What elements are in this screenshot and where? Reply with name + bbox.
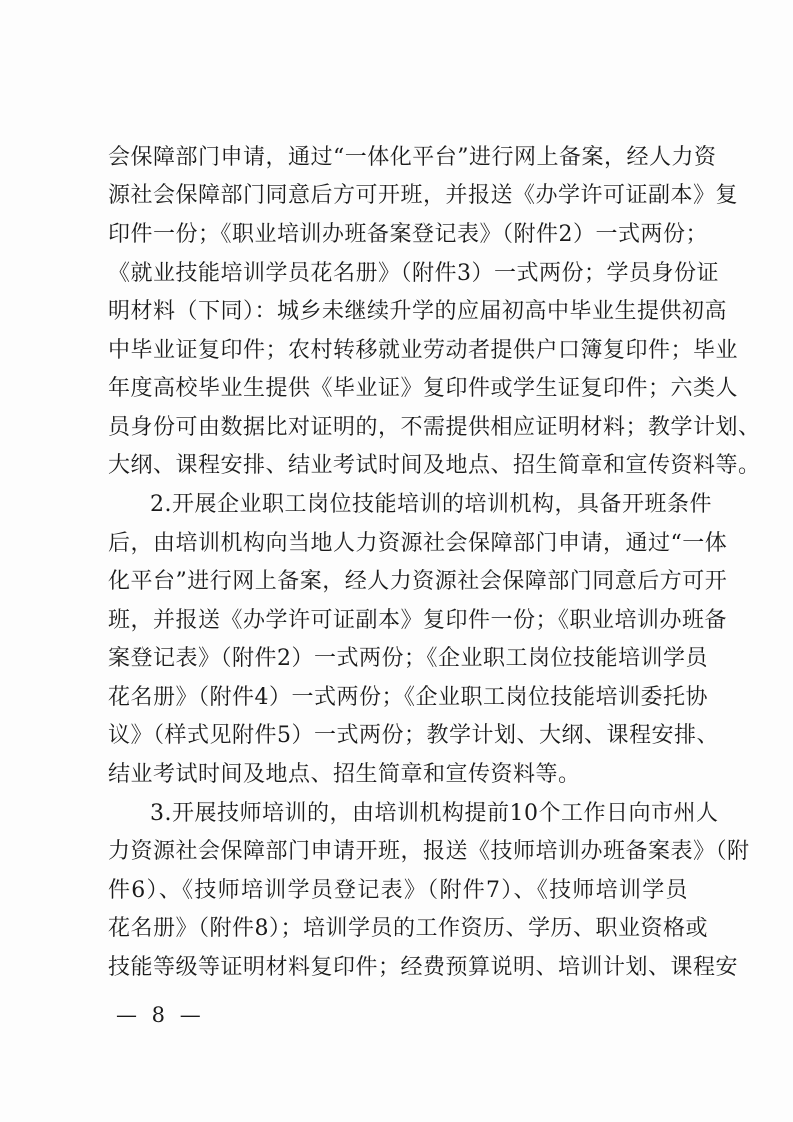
text-line: 班，并报送《办学许可证副本》复印件一份；《职业培训办班备 <box>108 608 728 633</box>
paragraph-start-line: 2.开展企业职工岗位技能培训的培训机构，具备开班条件 <box>150 492 712 517</box>
paragraph-start-line: 3.开展技师培训的，由培训机构提前10个工作日向市州人 <box>150 801 719 826</box>
text-line: 议》（样式见附件5）一式两份；教学计划、大纲、课程安排、 <box>108 723 719 748</box>
text-line: 源社会保障部门同意后方可开班，并报送《办学许可证副本》复 <box>108 183 739 208</box>
text-line: 技能等级等证明材料复印件；经费预算说明、培训计划、课程安 <box>108 955 739 980</box>
text-line: 大纲、课程安排、结业考试时间及地点、招生简章和宣传资料等。 <box>108 453 761 478</box>
text-line: 《就业技能培训学员花名册》（附件3）一式两份；学员身份证 <box>108 261 719 286</box>
text-line: 件6）、《技师培训学员登记表》（附件7）、《技师培训学员 <box>108 878 688 903</box>
text-line: 后，由培训机构向当地人力资源社会保障部门申请，通过“一体 <box>108 531 728 556</box>
text-line: 化平台”进行网上备案，经人力资源社会保障部门同意后方可开 <box>108 569 728 594</box>
text-line: 案登记表》（附件2）一式两份；《企业职工岗位技能培训学员 <box>108 646 708 671</box>
text-line: 印件一份；《职业培训办班备案登记表》（附件2）一式两份； <box>108 222 708 247</box>
text-line: 花名册》（附件8）；培训学员的工作资历、学历、职业资格或 <box>108 916 708 941</box>
text-line: 结业考试时间及地点、招生简章和宣传资料等。 <box>108 762 581 787</box>
text-line: 会保障部门申请，通过“一体化平台”进行网上备案，经人力资 <box>108 145 717 170</box>
text-line: 中毕业证复印件；农村转移就业劳动者提供户口簿复印件；毕业 <box>108 338 739 363</box>
text-line: 力资源社会保障部门申请开班，报送《技师培训办班备案表》（附 <box>108 839 750 864</box>
text-line: 员身份可由数据比对证明的，不需提供相应证明材料；教学计划、 <box>108 415 761 440</box>
text-line: 年度高校毕业生提供《毕业证》复印件或学生证复印件；六类人 <box>108 376 739 401</box>
page-number: — 8 — <box>116 1003 205 1027</box>
text-line: 花名册》（附件4）一式两份；《企业职工岗位技能培训委托协 <box>108 685 708 710</box>
text-line: 明材料（下同）：城乡未继续升学的应届初高中毕业生提供初高 <box>108 299 728 324</box>
